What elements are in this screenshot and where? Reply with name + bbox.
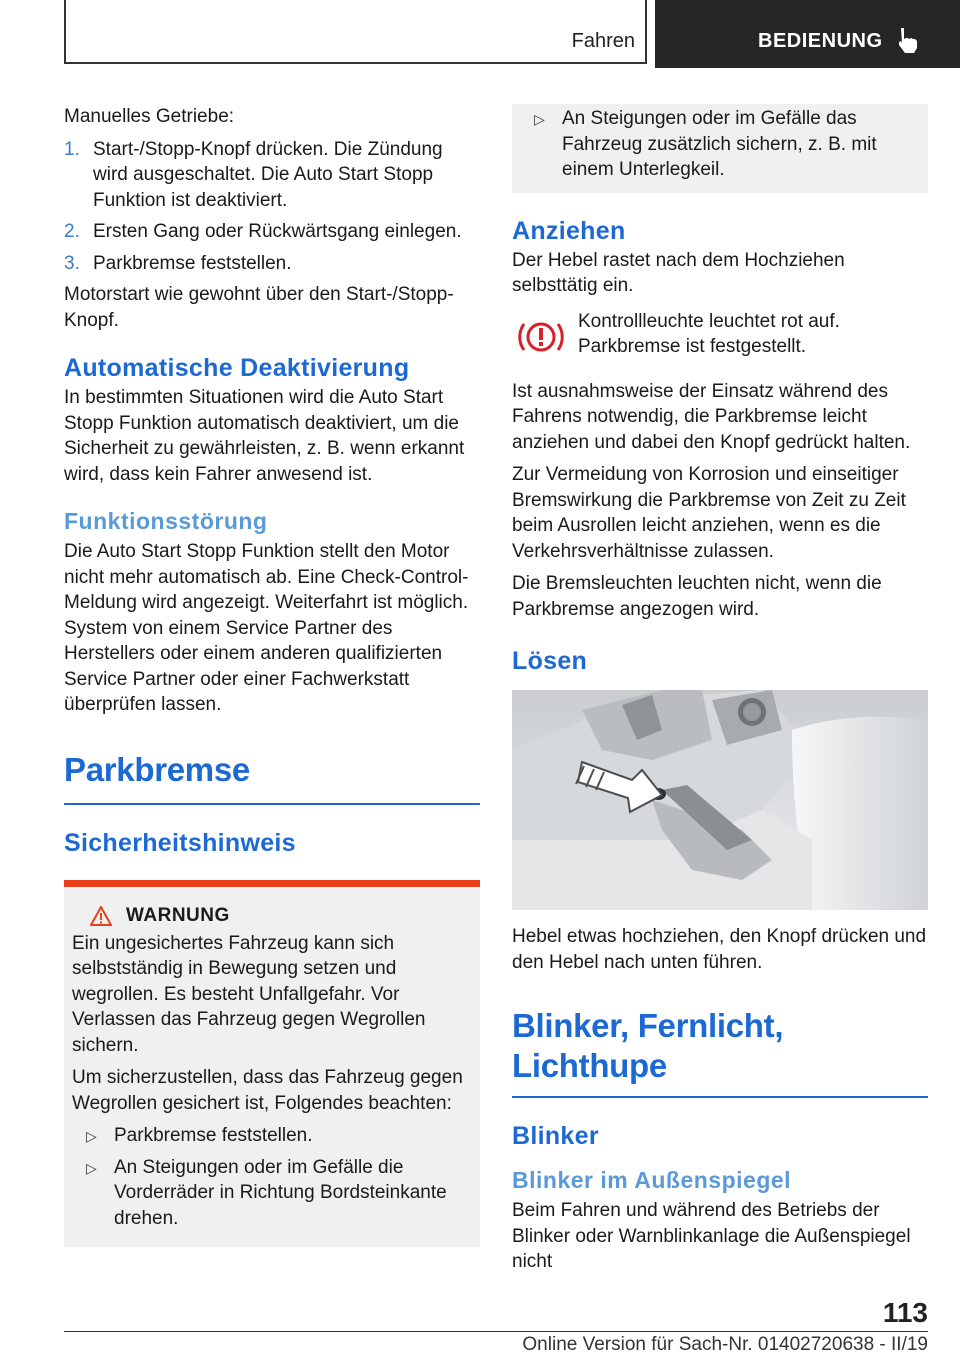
header-chapter-tab: [655, 0, 960, 68]
safety-heading: Sicherheitshinweis: [64, 828, 296, 857]
step-text: Start-/Stopp-Knopf drücken. Die Zündung wird ausgeschaltet. Die Auto Start Stopp Funktion ist deaktiviert.: [93, 138, 443, 211]
fault-text: Die Auto Start Stopp Funktion stellt den Motor nicht mehr automatisch ab. Eine Check-Control-Meldung wird angezeigt. Weiterfahrt ist möglich. System von einem Service Partner des Herstellers oder einem anderen qualifizierten Service Partner oder einer Fachwerkstatt überprüfen lassen.: [64, 541, 469, 715]
mirror-blinker-heading: Blinker im Außenspiegel: [512, 1167, 792, 1193]
step-text: Parkbremse feststellen.: [93, 252, 292, 274]
steps-list: [64, 137, 480, 277]
left-column: [64, 104, 480, 1247]
anziehen-paragraph-3: Die Bremsleuchten leuchten nicht, wenn die Parkbremse angezogen wird.: [512, 573, 882, 620]
anziehen-text: Der Hebel rastet nach dem Hochziehen selbsttätig ein.: [512, 249, 845, 296]
triangle-bullet-icon: ▷: [534, 111, 545, 127]
footer-rule: [64, 1331, 928, 1332]
step-number: 3.: [64, 252, 80, 274]
warning-text-2: Um sicherzustellen, dass das Fahrzeug gegen Wegrollen gesichert ist, Folgendes beachten:: [72, 1067, 463, 1114]
online-version-note: Online Version für Sach-Nr. 01402720638 - II/19: [522, 1334, 928, 1355]
step-number: 2.: [64, 221, 80, 242]
warning-label: WARNUNG: [126, 904, 230, 926]
auto-deactivation-text: In bestimmten Situationen wird die Auto Start Stopp Funktion automatisch deaktiviert, um die Sicherheit zu gewährleisten, z. B. wenn erkannt wird, dass kein Fahrer anwesend ist.: [64, 387, 465, 485]
anziehen-paragraph-1: Ist ausnahmsweise der Einsatz während des Fahrens notwendig, die Parkbremse leicht anziehen und dabei den Knopf gedrückt halten.: [512, 380, 911, 453]
list-item: [64, 137, 480, 214]
pointing-hand-icon: [895, 26, 921, 54]
blinker-subheading: Blinker: [512, 1122, 599, 1150]
parking-brake-warning-lamp-icon: [512, 317, 570, 357]
list-item: ▷ An Steigungen oder im Gefälle das Fahrzeug zusätzlich sichern, z. B. mit einem Unterlegkeil.: [534, 108, 877, 180]
step-number: 1.: [64, 138, 80, 160]
warning-bar: [64, 880, 480, 887]
warning-box-continued: [512, 104, 928, 193]
parking-brake-illustration: [512, 690, 928, 910]
blinker-heading-line-2: Lichthupe: [512, 1047, 667, 1084]
header-section-tab: [64, 0, 647, 64]
header-chapter-label: BEDIENUNG: [758, 30, 883, 52]
list-item: [64, 219, 480, 245]
fault-heading: Funktionsstörung: [64, 508, 268, 534]
intro-text: Manuelles Getriebe:: [64, 106, 235, 127]
step-text: Ersten Gang oder Rückwärtsgang einlegen.: [93, 221, 462, 242]
list-item: ▷ Parkbremse feststellen.: [72, 1123, 472, 1149]
auto-deactivation-heading: Automatische Deaktivierung: [64, 354, 410, 382]
lamp-text: Kontrollleuchte leuchtet rot auf. Parkbremse ist festgestellt.: [578, 310, 840, 357]
list-item: [64, 251, 480, 277]
indicator-lamp-row: [512, 309, 928, 367]
loesen-text: Hebel etwas hochziehen, den Knopf drücken und den Hebel nach unten führen.: [512, 926, 927, 973]
anziehen-heading: Anziehen: [512, 216, 626, 245]
mirror-blinker-text: Beim Fahren und während des Betriebs der Blinker oder Warnblinkanlage die Außenspiegel nicht: [512, 1200, 911, 1272]
triangle-bullet-icon: ▷: [86, 1159, 97, 1176]
after-steps-text: Motorstart wie gewohnt über den Start-/Stopp-Knopf.: [64, 284, 454, 331]
warning-box: [64, 887, 480, 1248]
anziehen-paragraph-2: Zur Vermeidung von Korrosion und einseitiger Bremswirkung die Parkbremse von Zeit zu Zeit beim Ausrollen leicht anziehen, wenn es die Verkehrsverhältnisse zulassen.: [512, 464, 906, 562]
page-number: 113: [882, 1297, 928, 1328]
header-section-label: Fahren: [571, 30, 635, 52]
warning-text-1: Ein ungesichertes Fahrzeug kann sich selbstständig in Bewegung setzen und wegrollen. Es besteht Unfallgefahr. Vor Verlassen das Fahrzeug gegen Wegrollen sichern.: [72, 932, 426, 1056]
right-column: [512, 104, 928, 1282]
list-item: ▷ An Steigungen oder im Gefälle die Vorderräder in Richtung Bordsteinkante drehen.: [86, 1156, 447, 1229]
triangle-bullet-icon: ▷: [86, 1128, 97, 1144]
blinker-heading-line-1: Blinker, Fernlicht,: [512, 1007, 784, 1044]
parkbremse-heading: Parkbremse: [64, 750, 250, 788]
loesen-heading: Lösen: [512, 647, 588, 675]
warning-triangle-icon: [90, 906, 112, 926]
